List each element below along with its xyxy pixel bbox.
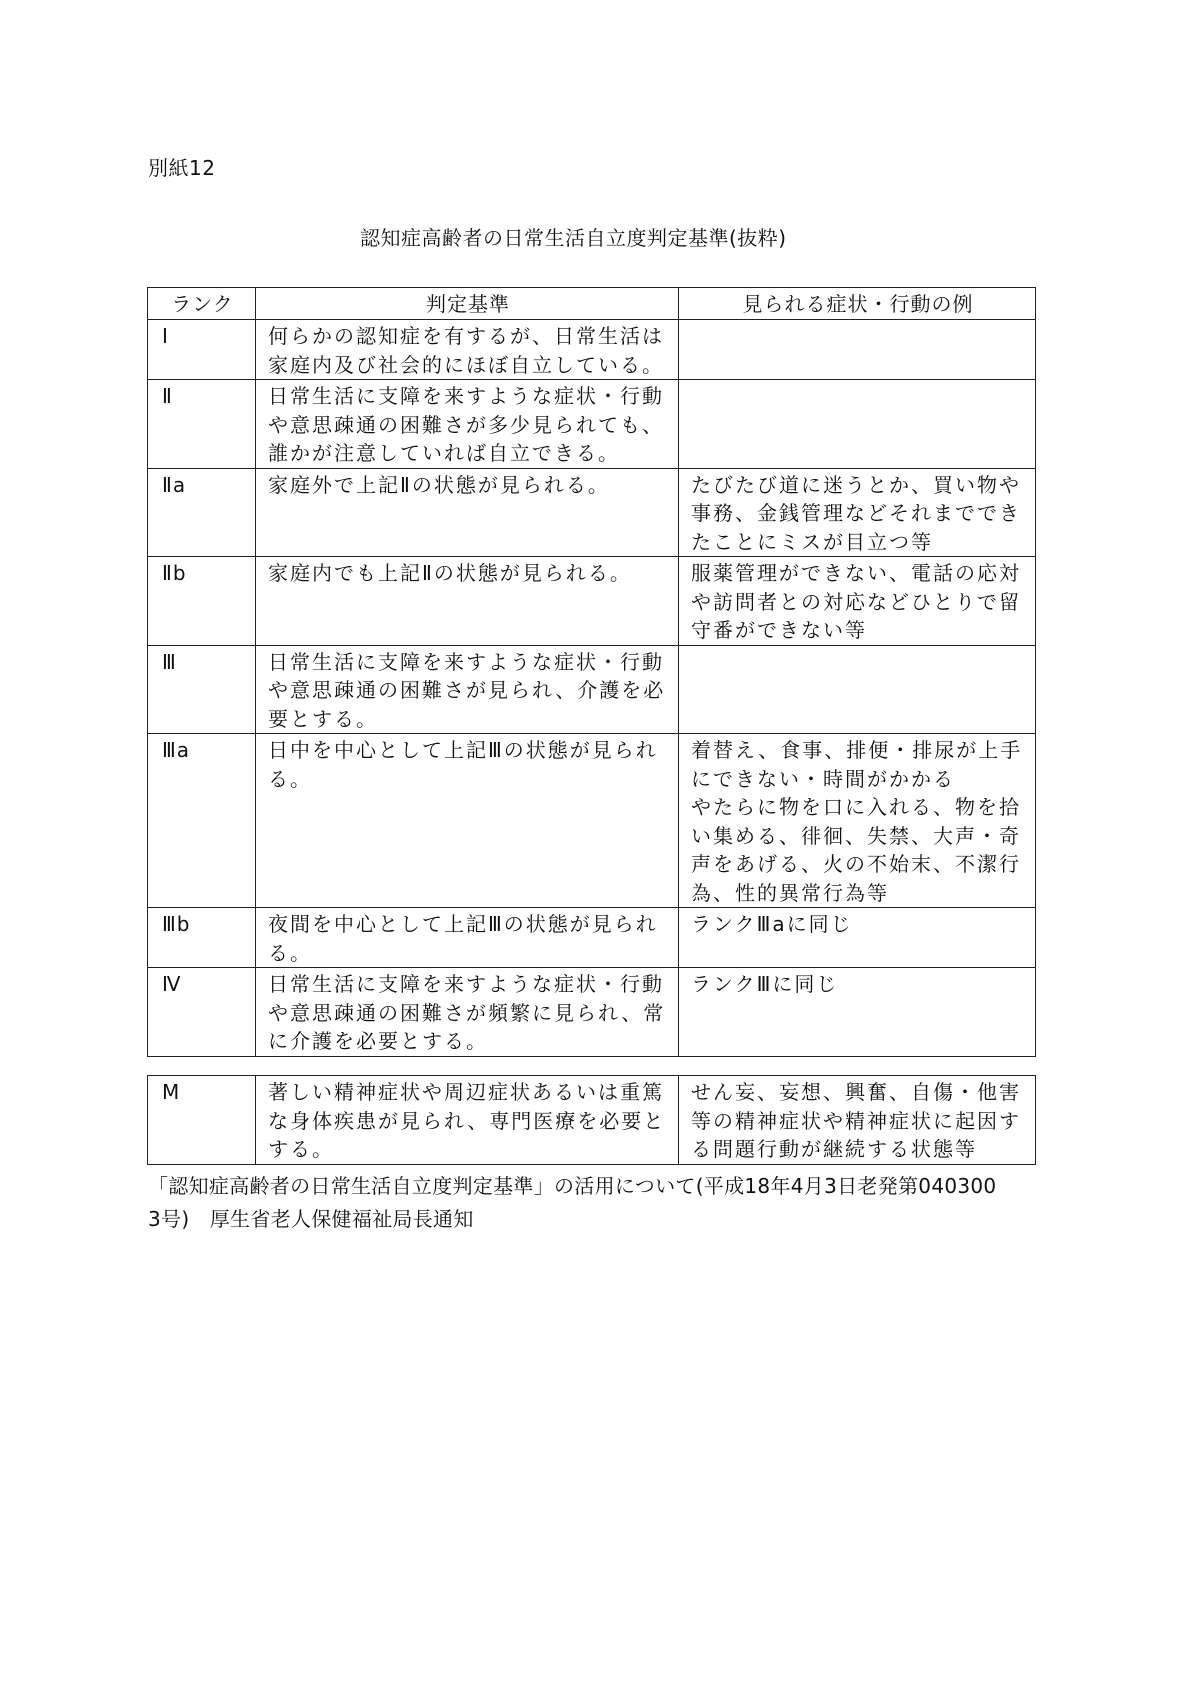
criteria-cell: 日常生活に支障を来すような症状・行動 や意思疎通の困難さが多少見られても、 誰かが注意していれば自立できる。 [256,380,679,469]
examples-cell: たびたび道に迷うとか、買い物や 事務、金銭管理などそれまででき たことにミスが目立つ等 [679,468,1036,557]
table-row [148,557,1036,646]
criteria-cell: 夜間を中心として上記Ⅲの状態が見られ る。 [256,908,679,968]
table-row [148,645,1036,734]
examples-cell: せん妄、妄想、興奮、自傷・他害 等の精神症状や精神症状に起因す る問題行動が継続する状態等 [679,1076,1036,1165]
criteria-cell: 家庭外で上記Ⅱの状態が見られる。 [256,468,679,557]
rank-cell: Ⅲb [148,908,256,968]
header-rank: ランク [148,288,256,320]
header-examples: 見られる症状・行動の例 [679,288,1036,320]
examples-cell [679,645,1036,734]
table-row [148,380,1036,469]
criteria-cell: 著しい精神症状や周辺症状あるいは重篤 な身体疾患が見られ、専門医療を必要と する。 [256,1076,679,1165]
header-criteria: 判定基準 [256,288,679,320]
examples-cell [679,380,1036,469]
document-title: 認知症高齢者の日常生活自立度判定基準(抜粋) [360,226,787,250]
examples-cell [679,320,1036,380]
examples-cell: 服薬管理ができない、電話の応対 や訪問者との対応などひとりで留 守番ができない等 [679,557,1036,646]
rank-cell: Ⅱ [148,380,256,469]
criteria-cell: 日中を中心として上記Ⅲの状態が見られ る。 [256,734,679,908]
m-rank-table [147,1075,1036,1165]
rank-cell: Ⅱb [148,557,256,646]
rank-cell: Ⅲa [148,734,256,908]
table-row [148,468,1036,557]
examples-cell: 着替え、食事、排便・排尿が上手 にできない・時間がかかる やたらに物を口に入れる、物を拾 い集める、徘徊、失禁、大声・奇 声をあげる、火の不始末、不潔行 為、性的異常行為等 [679,734,1036,908]
table-row [148,320,1036,380]
rank-cell: Ⅲ [148,645,256,734]
rank-cell: Ⅱa [148,468,256,557]
table-row [148,734,1036,908]
criteria-cell: 何らかの認知症を有するが、日常生活は 家庭内及び社会的にほぼ自立している。 [256,320,679,380]
rank-cell: Ⅳ [148,968,256,1057]
examples-cell: ランクⅢに同じ [679,968,1036,1057]
table-row [148,968,1036,1057]
examples-cell: ランクⅢaに同じ [679,908,1036,968]
rank-cell: M [148,1076,256,1165]
criteria-cell: 日常生活に支障を来すような症状・行動 や意思疎通の困難さが頻繁に見られ、常 に介護を必要とする。 [256,968,679,1057]
table-row [148,908,1036,968]
rank-cell: Ⅰ [148,320,256,380]
table-row [148,1076,1036,1165]
table-header-row [148,288,1036,320]
document-label: 別紙12 [148,156,216,180]
criteria-cell: 家庭内でも上記Ⅱの状態が見られる。 [256,557,679,646]
criteria-cell: 日常生活に支障を来すような症状・行動 や意思疎通の困難さが見られ、介護を必 要とする。 [256,645,679,734]
criteria-table [147,287,1036,1057]
source-note: 「認知症高齢者の日常生活自立度判定基準」の活用について(平成18年4月3日老発第040300 3号) 厚生省老人保健福祉局長通知 [148,1174,997,1231]
